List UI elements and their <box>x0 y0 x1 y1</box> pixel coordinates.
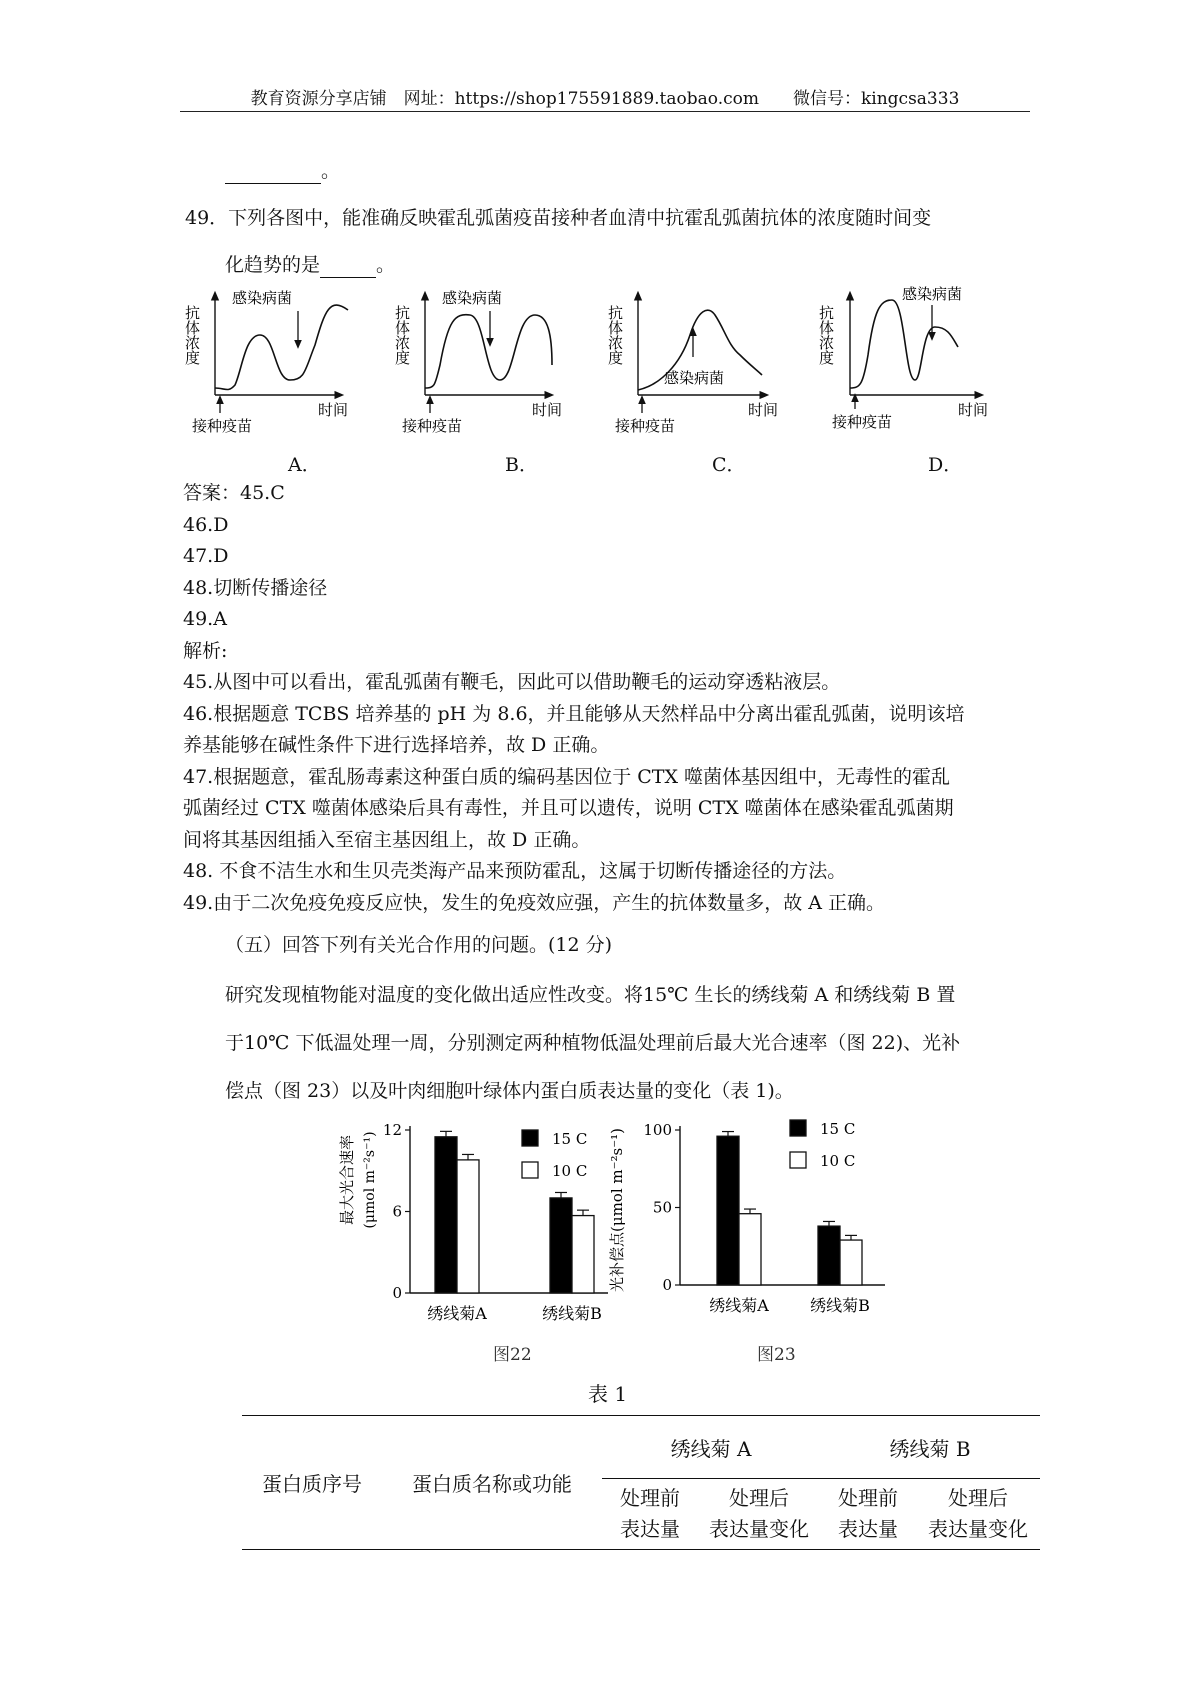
before-line2: 表达量 <box>838 1517 898 1541</box>
table-header-name: 蛋白质名称或功能 <box>412 1472 572 1496</box>
page-header: 教育资源分享店铺 网址：https://shop175591889.taobao.com 微信号：kingcsa333 <box>250 89 960 109</box>
graph-a <box>183 289 348 435</box>
graph-d-ylabel: 抗体浓度 <box>817 305 835 365</box>
q49-line1: 49．下列各图中，能准确反映霍乱弧菌疫苗接种者血清中抗霍乱弧菌抗体的浓度随时间变 <box>185 207 932 229</box>
after-line1: 处理后 <box>948 1486 1008 1510</box>
before-line1: 处理前 <box>838 1486 898 1510</box>
graph-b-ylabel: 抗体浓度 <box>393 305 411 365</box>
q49-period: 。 <box>376 254 396 276</box>
after-line1: 处理后 <box>729 1486 789 1510</box>
analysis-line: 45.从图中可以看出，霍乱弧菌有鞭毛，因此可以借助鞭毛的运动穿透粘液层。 <box>183 671 841 693</box>
graph-c-xlabel: 时间 <box>748 401 779 419</box>
legend-swatch <box>790 1152 806 1168</box>
section5-para-line2: 于10℃ 下低温处理一周，分别测定两种植物低温处理前后最大光合速率（图 22)、光补 <box>225 1032 961 1054</box>
graph-c-infection: 感染病菌 <box>664 369 725 387</box>
answer-line: 49.A <box>183 608 227 630</box>
graph-a-infection: 感染病菌 <box>232 289 293 307</box>
analysis-line: 47.根据题意，霍乱肠毒素这种蛋白质的编码基因位于 CTX 噬菌体基因组中，无毒性的霍乱 <box>183 765 951 788</box>
bar <box>457 1160 479 1293</box>
option-c-label: C． <box>712 454 746 476</box>
bar <box>840 1240 862 1285</box>
figure-23-caption: 图23 <box>757 1345 796 1365</box>
answers-block <box>183 478 965 919</box>
y-tick-label: 12 <box>382 1121 402 1139</box>
y-tick-label: 50 <box>652 1198 672 1217</box>
before-line2: 表达量 <box>620 1517 680 1541</box>
analysis-line: 弧菌经过 CTX 噬菌体感染后具有毒性，并且可以遗传，说明 CTX 噬菌体在感染霍乱弧菌期 <box>183 797 954 819</box>
section5-para-line1: 研究发现植物能对温度的变化做出适应性改变。将15℃ 生长的绣线菊 A 和绣线菊 B 置 <box>225 984 956 1006</box>
graph-c-vaccine: 接种疫苗 <box>615 417 676 435</box>
bar <box>572 1216 594 1293</box>
q49-line2 <box>225 252 395 278</box>
figure-22-chart <box>330 1110 620 1360</box>
bar <box>717 1136 739 1285</box>
y-tick-label: 6 <box>392 1202 402 1221</box>
category-label: 绣线菊A <box>427 1304 487 1323</box>
graph-d-vaccine: 接种疫苗 <box>832 413 893 431</box>
analysis-heading: 解析: <box>183 639 228 662</box>
answer-line: 47.D <box>183 545 229 567</box>
antibody-options-figure <box>180 285 1040 455</box>
q48-answer-line <box>225 158 340 184</box>
bar <box>739 1214 761 1285</box>
legend-swatch <box>790 1120 806 1136</box>
graph-d <box>817 285 988 431</box>
table-header-b-before <box>820 1479 916 1550</box>
graph-a-ylabel: 抗体浓度 <box>183 305 201 365</box>
fig22-ylabel-1: 最大光合速率 <box>338 1134 356 1226</box>
graph-a-xlabel: 时间 <box>318 401 349 419</box>
analysis-line: 48. 不食不洁生水和生贝壳类海产品来预防霍乱，这属于切断传播途径的方法。 <box>183 860 847 882</box>
table-header-group-b: 绣线菊 B <box>820 1416 1040 1479</box>
answer-line: 46.D <box>183 513 229 536</box>
graph-c-ylabel: 抗体浓度 <box>606 305 624 365</box>
graph-b-vaccine: 接种疫苗 <box>402 417 463 435</box>
analysis-line: 46.根据题意 TCBS 培养基的 pH 为 8.6，并且能够从天然样品中分离出霍乱弧菌，说明该培 <box>183 702 965 725</box>
graph-b-xlabel: 时间 <box>532 401 563 419</box>
category-label: 绣线菊A <box>709 1296 769 1315</box>
q49-line2-text: 化趋势的是 <box>225 254 321 276</box>
before-line1: 处理前 <box>620 1486 680 1510</box>
y-tick-label: 0 <box>662 1276 672 1294</box>
legend-label: 10 C <box>552 1162 588 1180</box>
table-header-seq: 蛋白质序号 <box>262 1472 362 1496</box>
table-1-caption: 表 1 <box>588 1382 628 1406</box>
option-a-label: A． <box>288 454 321 476</box>
graph-a-vaccine: 接种疫苗 <box>192 417 253 435</box>
y-tick-label: 0 <box>392 1284 402 1302</box>
option-b-label: B． <box>505 454 538 476</box>
option-d-label: D． <box>928 454 963 476</box>
header-divider <box>180 111 1030 112</box>
section5-title: （五）回答下列有关光合作用的问题。(12 分) <box>225 934 613 956</box>
legend-swatch <box>522 1130 538 1146</box>
graph-d-infection: 感染病菌 <box>902 285 963 303</box>
answer-line: 48.切断传播途径 <box>183 576 328 599</box>
graph-b <box>393 289 562 435</box>
analysis-line: 49.由于二次免疫免疫反应快，发生的免疫效应强，产生的抗体数量多，故 A 正确。 <box>183 891 886 914</box>
answer-line: 答案：45.C <box>183 482 285 504</box>
q48-period: 。 <box>321 160 341 182</box>
fig22-ylabel-2: (μmol m⁻²s⁻¹) <box>362 1131 378 1229</box>
category-label: 绣线菊B <box>542 1304 602 1323</box>
graph-b-infection: 感染病菌 <box>442 289 503 307</box>
figure-23-chart <box>600 1110 900 1360</box>
graph-d-xlabel: 时间 <box>958 401 989 419</box>
bar <box>550 1198 572 1293</box>
y-tick-label: 100 <box>643 1121 672 1139</box>
analysis-line: 养基能够在碱性条件下进行选择培养，故 D 正确。 <box>183 734 610 756</box>
category-label: 绣线菊B <box>810 1296 870 1315</box>
answer-blank <box>225 165 321 184</box>
legend-label: 10 C <box>820 1152 856 1170</box>
section5-para-line3: 偿点（图 23）以及叶肉细胞叶绿体内蛋白质表达量的变化（表 1)。 <box>225 1080 794 1102</box>
analysis-line: 间将其基因组插入至宿主基因组上，故 D 正确。 <box>183 828 591 851</box>
table-1 <box>242 1415 1040 1550</box>
figure-22-caption: 图22 <box>493 1345 532 1365</box>
legend-label: 15 C <box>552 1130 588 1148</box>
bar <box>818 1226 840 1285</box>
graph-c <box>606 295 778 435</box>
after-line2: 表达量变化 <box>928 1517 1028 1541</box>
legend-label: 15 C <box>820 1120 856 1138</box>
legend-swatch <box>522 1162 538 1178</box>
table-header-a-before <box>602 1479 698 1550</box>
answer-blank <box>320 259 376 278</box>
table-header-b-after <box>916 1479 1040 1550</box>
table-header-a-after <box>698 1479 820 1550</box>
bar <box>435 1137 457 1293</box>
table-header-group-a: 绣线菊 A <box>602 1416 820 1479</box>
fig23-ylabel: 光补偿点(μmol m⁻²s⁻¹) <box>608 1127 626 1293</box>
after-line2: 表达量变化 <box>709 1517 809 1541</box>
